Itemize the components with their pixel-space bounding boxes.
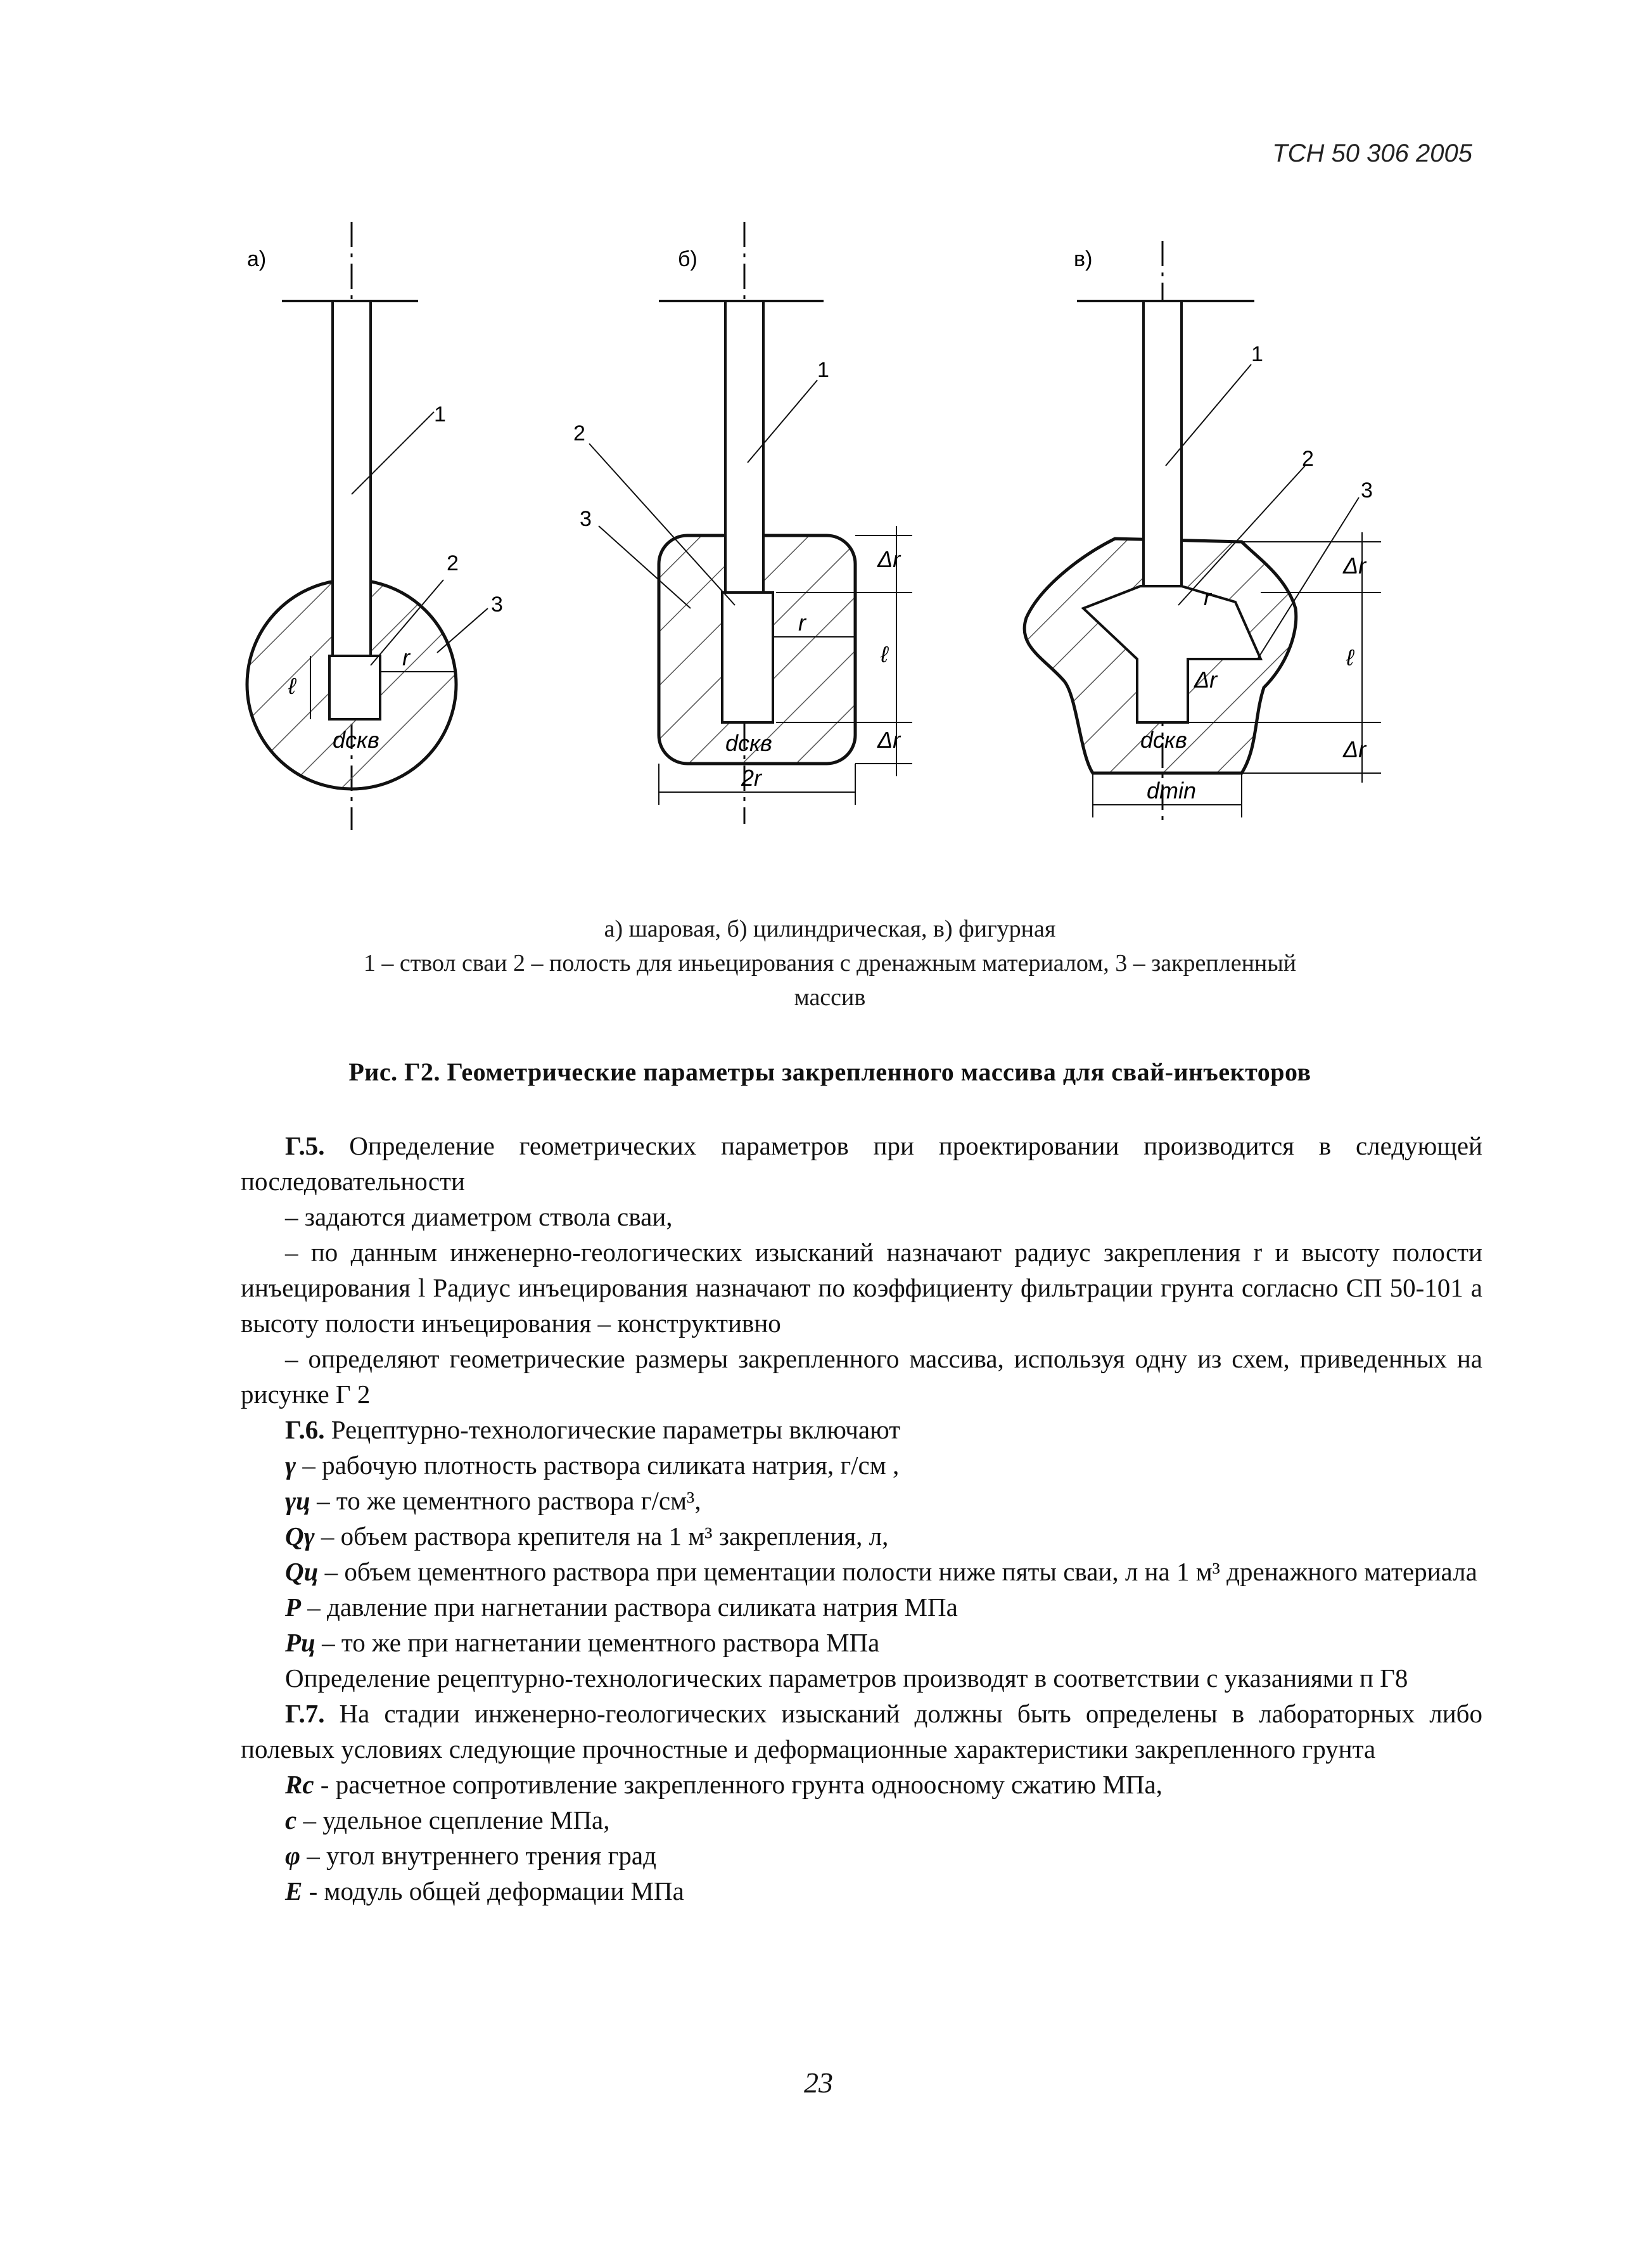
list-item: Rс - расчетное сопротивление закрепленного грунта одноосному сжатию МПа,	[285, 1770, 1162, 1799]
list-item: Pц – то же при нагнетании цементного раствора МПа	[285, 1628, 880, 1657]
figure-caption-line-1: а) шаровая, б) цилиндрическая, в) фигурная	[604, 916, 1056, 942]
panel-c-dim-dr-bottom: Δr	[1343, 736, 1366, 762]
panel-b-label: б)	[678, 247, 697, 271]
paragraph-g6-tail: Определение рецептурно-технологических параметров производят в соответствии с указаниями п Г8	[285, 1663, 1408, 1693]
panel-b-callout-2: 2	[573, 421, 585, 445]
figure-caption-line-3: массив	[794, 984, 866, 1011]
page-number: 23	[804, 2066, 833, 2099]
list-item: c – удельное сцепление МПа,	[285, 1805, 610, 1835]
panel-c-label: в)	[1074, 247, 1093, 271]
panel-c	[1024, 241, 1381, 824]
panel-a-callout-2: 2	[447, 551, 459, 575]
panel-b-dim-dr-top: Δr	[877, 546, 901, 572]
panel-b-callout-3: 3	[580, 507, 592, 531]
figure-g2	[0, 0, 1637, 887]
list-item: γ – рабочую плотность раствора силиката натрия, г/см ,	[285, 1451, 900, 1480]
list-item: – определяют геометрические размеры закрепленного массива, используя одну из схем, приведенных на рисунке Г 2	[241, 1344, 1482, 1409]
panel-c-dim-dmin: dmin	[1147, 778, 1197, 804]
list-item: – по данным инженерно-геологических изысканий назначают радиус закрепления r и высоту полости инъецирования l Радиус инъецирования назначают по коэффициенту фильтрации грунта согласно СП 50-101 а высоту полости инъецирования – конструктивно	[241, 1238, 1482, 1338]
panel-c-dim-dr-inner: Δr	[1194, 667, 1218, 693]
figure-caption-line-2: 1 – ствол сваи 2 – полость для иньецирования с дренажным материалом, 3 – закрепленный	[363, 950, 1297, 977]
panel-b	[573, 222, 912, 824]
list-item: E - модуль общей деформации МПа	[285, 1876, 684, 1906]
panel-a-label: а)	[247, 247, 267, 271]
paragraph-g6: Г.6. Рецептурно-технологические параметры включают	[285, 1415, 901, 1444]
list-item: Qγ – объем раствора крепителя на 1 м³ закрепления, л,	[285, 1522, 889, 1551]
list-item: – задаются диаметром ствола сваи,	[285, 1202, 673, 1231]
panel-c-dim-r: r	[1204, 584, 1211, 610]
panel-c-dim-d: dскв	[1140, 727, 1187, 753]
panel-b-dim-d: dскв	[725, 730, 772, 756]
panel-a-callout-3: 3	[491, 593, 503, 617]
panel-b-dim-dr-bottom: Δr	[877, 727, 901, 753]
panel-a	[247, 222, 503, 830]
panel-b-dim-2r: 2r	[741, 765, 762, 791]
figure-title: Рис. Г2. Геометрические параметры закрепленного массива для свай-инъекторов	[348, 1058, 1311, 1086]
panel-a-dim-l: ℓ	[288, 673, 296, 699]
paragraph-g5: Г.5. Определение геометрических параметров при проектировании производится в следующей последовательности	[241, 1131, 1482, 1196]
panel-b-callout-1: 1	[817, 358, 829, 382]
panel-c-dim-dr-top: Δr	[1343, 553, 1366, 579]
panel-c-dim-l: ℓ	[1346, 644, 1354, 670]
list-item: Qц – объем цементного раствора при цементации полости ниже пяты сваи, л на 1 м³ дренажного материала	[285, 1557, 1477, 1586]
section-num-g7: Г.7.	[285, 1699, 325, 1728]
panel-c-callout-3: 3	[1361, 478, 1373, 503]
panel-b-dim-r: r	[798, 610, 806, 636]
panel-a-dim-r: r	[402, 644, 410, 670]
list-item: P – давление при нагнетании раствора силиката натрия МПа	[285, 1592, 958, 1622]
section-num-g6: Г.6.	[285, 1415, 325, 1444]
document-code: ТСН 50 306 2005	[1272, 139, 1472, 167]
panel-b-dim-l: ℓ	[881, 641, 888, 667]
section-num-g5: Г.5.	[285, 1131, 325, 1160]
body-text	[241, 1128, 1482, 1909]
list-item: φ – угол внутреннего трения град	[285, 1841, 656, 1870]
panel-c-callout-1: 1	[1251, 342, 1263, 366]
panel-c-callout-2: 2	[1302, 447, 1314, 471]
list-item: γц – то же цементного раствора г/см³,	[285, 1486, 701, 1515]
paragraph-g7: Г.7. На стадии инженерно-геологических изысканий должны быть определены в лабораторных либо полевых условиях следующие прочностные и деформационные характеристики закрепленного грунта	[241, 1699, 1482, 1764]
panel-a-dim-d: dскв	[333, 727, 379, 753]
panel-a-callout-1: 1	[434, 402, 446, 426]
